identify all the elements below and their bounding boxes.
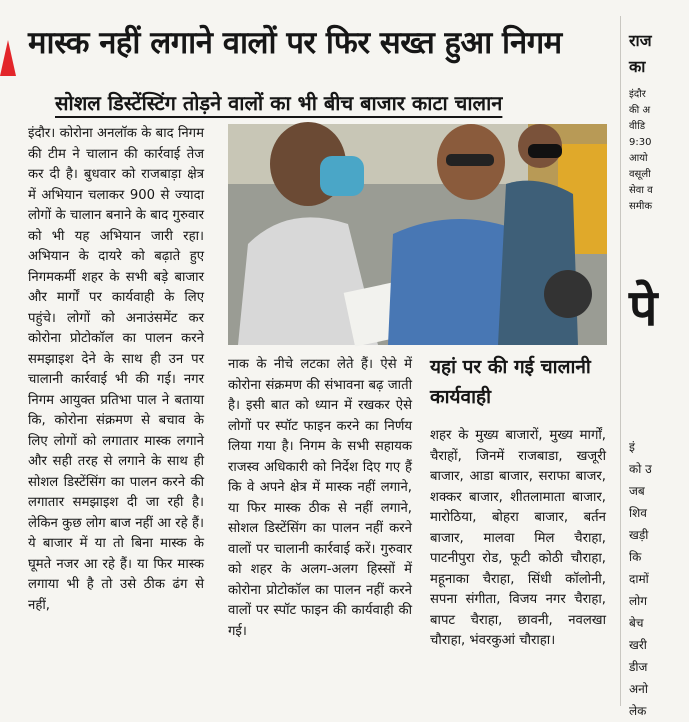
adjacent-body-line: इं	[629, 440, 635, 454]
adjacent-text-line: 9:30	[629, 137, 652, 148]
adjacent-text-line: आयो	[629, 153, 648, 164]
adjacent-text-line: सेवा व	[629, 185, 653, 196]
box-heading: यहां पर की गई चालानी कार्यवाही	[430, 356, 591, 408]
adjacent-body-line: खरी	[629, 638, 647, 652]
adjacent-body-line: खड़ी	[629, 528, 649, 542]
adjacent-body-text	[629, 436, 689, 722]
adjacent-text-line: इंदौर	[629, 89, 646, 100]
headline: मास्क नहीं लगाने वालों पर फिर सख्त हुआ निगम	[28, 25, 562, 61]
adjacent-body-line: डीज	[629, 660, 648, 674]
subheadline: सोशल डिस्टेंस्टिंग तोड़ने वालों का भी बीच बाजार काटा चालान	[55, 91, 503, 115]
article-column-3: शहर के मुख्य बाजारों, मुख्य मार्गों, चैराहों, जिनमें राजबाडा, खजूरी बाजार, आडा बाजार, सराफा बाजर, शक्कर बाजार, शीतलामाता बाजार, मारोठिया, बोहरा बाजार, बर्तन बाजार, मालवा मिल चैराहा, पाटनीपुरा रोड, फूटी कोठी चौराहा, महूनाका चैराहा, सिंधी कॉलोनी, सपना संगीता, विजय नगर चैराहा, बापट चैराहा, छावनी, नवलखा चौराहा, भंवरकुआं चौराहा।	[430, 428, 606, 648]
news-photo-illustration	[228, 124, 607, 345]
adjacent-body-line: अनो	[629, 682, 648, 696]
adjacent-headline	[629, 28, 689, 80]
adjacent-headline-line-2: का	[629, 57, 646, 76]
adjacent-body-line: लोग	[629, 594, 648, 608]
adjacent-text-line: वसूली	[629, 169, 651, 180]
adjacent-text-line: समीक	[629, 201, 653, 212]
adjacent-headline-line-1: राज	[629, 31, 652, 50]
adjacent-body-line: को उ	[629, 462, 652, 476]
article-column-2: नाक के नीचे लटका लेते हैं। ऐसे में कोरोना संक्रमण की संभावना बढ़ जाती है। इसी बात को ध्यान में रखकर ऐसे लोगों पर स्पॉट फाइन करने का निर्णय लिया गया है। निगम के सभी सहायक राजस्व अधिकारी को निर्देश दिए गए हैं कि वे अपने क्षेत्र में मास्क नहीं लगाने, या फिर मास्क ठीक से नहीं लगाने, सोशल डिस्टेंसिंग का पालन नहीं करने वालों पर चालानी कार्रवाई करें। गुरुवार को शहर के अलग-अलग हिस्सों में कोरोना प्रोटोकॉल का पालन नहीं करने वालों पर स्पॉट फाइन की कार्यवाही की गई।	[228, 357, 412, 639]
adjacent-body-line: बेच	[629, 616, 644, 630]
adjacent-article-strip	[620, 16, 661, 718]
red-accent-mark	[0, 40, 16, 76]
article-column-1: इंदौर। कोरोना अनलॉक के बाद निगम की टीम ने चालान की कार्रवाई तेज कर दी है। बुधवार को राजबाड़ा क्षेत्र में अभियान चलाकर 900 से ज्यादा लोगों के चालान बनाने के बाद गुरुवार को भी यह अभियान जारी रहा। अभियान के दायरे को बढ़ाते हुए निगमकर्मी शहर के सभी बड़े बाजार और मार्गों पर कार्यवाही के लिए पहुंचे। लोगों को अनाउंसमेंट कर कोरोना प्रोटोकॉल का पालन करने समझाइश देने के साथ ही उन पर चालानी कार्रवाई भी की गई। नगर निगम आयुक्त प्रतिभा पाल ने बताया कि, कोरोना संक्रमण से बचाव के लिए लोगों को लगातार मास्क लगाने और सही तरह से लगाने के साथ ही सोशल डिस्टेंसिंग का पालन करने की लगातार समझाइश दी जा रही है। लेकिन कुछ लोग बाज नहीं आ रहे हैं। ये बाजार में या तो बिना मास्क के घूमते नजर आ रहे हैं। या फिर मास्क लगाया भी है तो उसे ठीक ढंग से नहीं,	[28, 126, 204, 613]
adjacent-body-line: जब	[629, 484, 645, 498]
adjacent-body-line: दामों	[629, 572, 649, 586]
adjacent-body-line: शिव	[629, 506, 647, 520]
adjacent-body-line: कि	[629, 550, 642, 564]
news-photo	[228, 124, 607, 345]
adjacent-body-line: लेक	[629, 704, 647, 718]
adjacent-big-letter: पे	[629, 279, 658, 337]
adjacent-text-line: की अ	[629, 105, 651, 116]
adjacent-text-line: वीडि	[629, 121, 646, 132]
